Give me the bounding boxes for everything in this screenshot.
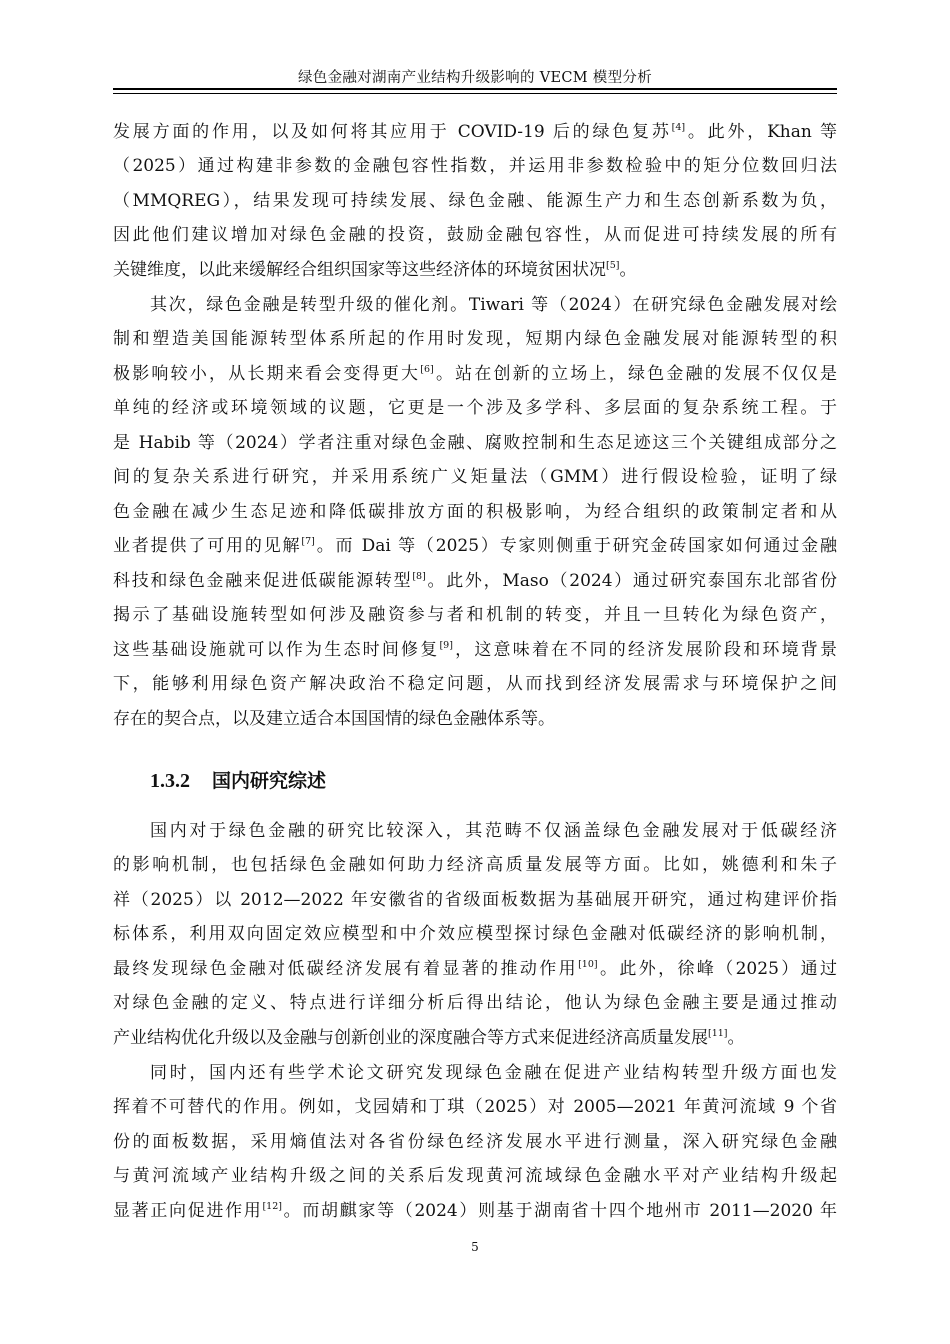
section-title: 国内研究综述 [212,770,327,792]
text-line [113,1127,837,1157]
text-line [113,497,837,527]
text-line-main: 制和塑造美国能源转型体系所起的作用时发现，短期内绿色金融发展对能源转型的积 [113,329,837,349]
text-line-rest: 。而 Dai 等（2025）专家则侧重于研究金砖国家如何通过金融 [314,536,837,556]
citation-marker: [5] [606,260,620,271]
text-line [113,1196,837,1226]
text-line-main: 发展方面的作用，以及如何将其应用于 COVID-19 后的绿色复苏 [113,122,672,142]
text-line-main: 关键维度，以此来缓解经合组织国家等这些经济体的环境贫困状况 [113,260,606,280]
text-line-main: 份的面板数据，采用熵值法对各省份绿色经济发展水平进行测量，深入研究绿色金融 [113,1132,837,1152]
text-line-main: 极影响较小，从长期来看会变得更大 [113,364,421,384]
text-line-rest: 。此外，Maso（2024）通过研究泰国东北部省份 [425,571,837,591]
text-line-main: 间的复杂关系进行研究，并采用系统广义矩量法（GMM）进行假设检验，证明了绿 [113,467,837,487]
text-line [113,850,837,880]
text-line [113,1023,837,1053]
text-line [113,531,837,561]
text-line [113,1092,837,1122]
text-line [113,566,837,596]
text-line-main: 是 Habib 等（2024）学者注重对绿色金融、腐败控制和生态足迹这三个关键组成部分之 [113,433,837,453]
text-line-main: 与黄河流域产业结构升级之间的关系后发现黄河流域绿色金融水平对产业结构升级起 [113,1166,837,1186]
text-line-main: 单纯的经济或环境领域的议题，它更是一个涉及多学科、多层面的复杂系统工程。于 [113,398,837,418]
text-line-main: 最终发现绿色金融对低碳经济发展有着显著的推动作用 [113,959,579,979]
text-line-rest: 。站在创新的立场上，绿色金融的发展不仅仅是 [433,364,837,384]
header-rule-thin [113,93,837,94]
text-line-main: 产业结构优化升级以及金融与创新创业的深度融合等方式来促进经济高质量发展 [113,1028,708,1048]
text-line [113,324,837,354]
text-line-rest: 。 [619,260,637,280]
text-line-main: 下，能够利用绿色资产解决政治不稳定问题，从而找到经济发展需求与环境保护之间 [113,674,837,694]
text-line-rest: 。此外，Khan 等 [685,122,837,142]
text-line [113,635,837,665]
text-line [113,954,837,984]
text-line [150,290,837,320]
citation-marker: [9] [439,640,453,651]
page-number: 5 [471,1240,479,1254]
text-line-main: 国内对于绿色金融的研究比较深入，其范畴不仅涵盖绿色金融发展对于低碳经济 [150,821,837,841]
text-line-main: 祥（2025）以 2012—2022 年安徽省的省级面板数据为基础展开研究，通过构建评价指 [113,890,837,910]
text-line [113,885,837,915]
text-line [113,186,837,216]
text-line-main: 同时，国内还有些学术论文研究发现绿色金融在促进产业结构转型升级方面也发 [150,1063,837,1083]
text-line-main: 挥着不可替代的作用。例如，戈园婧和丁琪（2025）对 2005—2021 年黄河流域 9 个省 [113,1097,837,1117]
text-line [113,255,837,285]
text-line-main: 这些基础设施就可以作为生态时间修复 [113,640,440,660]
text-line-main: 因此他们建议增加对绿色金融的投资，鼓励金融包容性，从而促进可持续发展的所有 [113,225,837,245]
citation-marker: [7] [301,536,315,547]
text-line-main: 科技和绿色金融来促进低碳能源转型 [113,571,413,591]
text-line [113,704,837,734]
text-line [113,919,837,949]
text-line [113,988,837,1018]
text-line-main: 其次，绿色金融是转型升级的催化剂。Tiwari 等（2024）在研究绿色金融发展对绘 [150,295,837,315]
text-line-main: 标体系，利用双向固定效应模型和中介效应模型探讨绿色金融对低碳经济的影响机制， [113,924,837,944]
text-line [113,462,837,492]
citation-marker: [8] [412,571,426,582]
text-line-rest: 。而胡麒家等（2024）则基于湖南省十四个地州市 2011—2020 年 [281,1201,837,1221]
text-line-main: 业者提供了可用的见解 [113,536,302,556]
citation-marker: [6] [420,364,434,375]
text-line-main: 色金融在减少生态足迹和降低碳排放方面的积极影响，为经合组织的政策制定者和从 [113,502,837,522]
text-line [113,393,837,423]
section-number: 1.3.2 [150,770,190,792]
citation-marker: [4] [671,122,686,133]
text-line-rest: 。此外，徐峰（2025）通过 [597,959,837,979]
running-header: 绿色金融对湖南产业结构升级影响的 VECM 模型分析 [297,70,652,86]
text-line [113,359,837,389]
text-line [113,220,837,250]
text-line-main: 揭示了基础设施转型如何涉及融资参与者和机制的转变，并且一旦转化为绿色资产， [113,605,837,625]
citation-marker: [11] [708,1028,728,1039]
text-line [113,1161,837,1191]
text-line [150,816,837,846]
citation-marker: [10] [578,959,598,970]
text-line-rest: ，这意味着在不同的经济发展阶段和环境背景 [452,640,837,660]
text-line-main: 对绿色金融的定义、特点进行详细分析后得出结论，他认为绿色金融主要是通过推动 [113,993,837,1013]
text-line [113,117,837,147]
text-line [113,600,837,630]
text-line-rest: 。 [727,1028,745,1048]
text-line [113,428,837,458]
text-line [150,1058,837,1088]
header-rule-thick [113,88,837,90]
citation-marker: [12] [262,1201,282,1212]
text-line [113,151,837,181]
text-line-main: （MMQREG），结果发现可持续发展、绿色金融、能源生产力和生态创新系数为负， [113,191,837,211]
text-line-main: 显著正向促进作用 [113,1201,263,1221]
text-line-main: （2025）通过构建非参数的金融包容性指数，并运用非参数检验中的矩分位数回归法 [113,156,837,176]
text-line [113,669,837,699]
section-heading [150,764,326,798]
text-line-main: 的影响机制，也包括绿色金融如何助力经济高质量发展等方面。比如，姚德利和朱子 [113,855,837,875]
text-line-main: 存在的契合点，以及建立适合本国国情的绿色金融体系等。 [113,709,555,729]
